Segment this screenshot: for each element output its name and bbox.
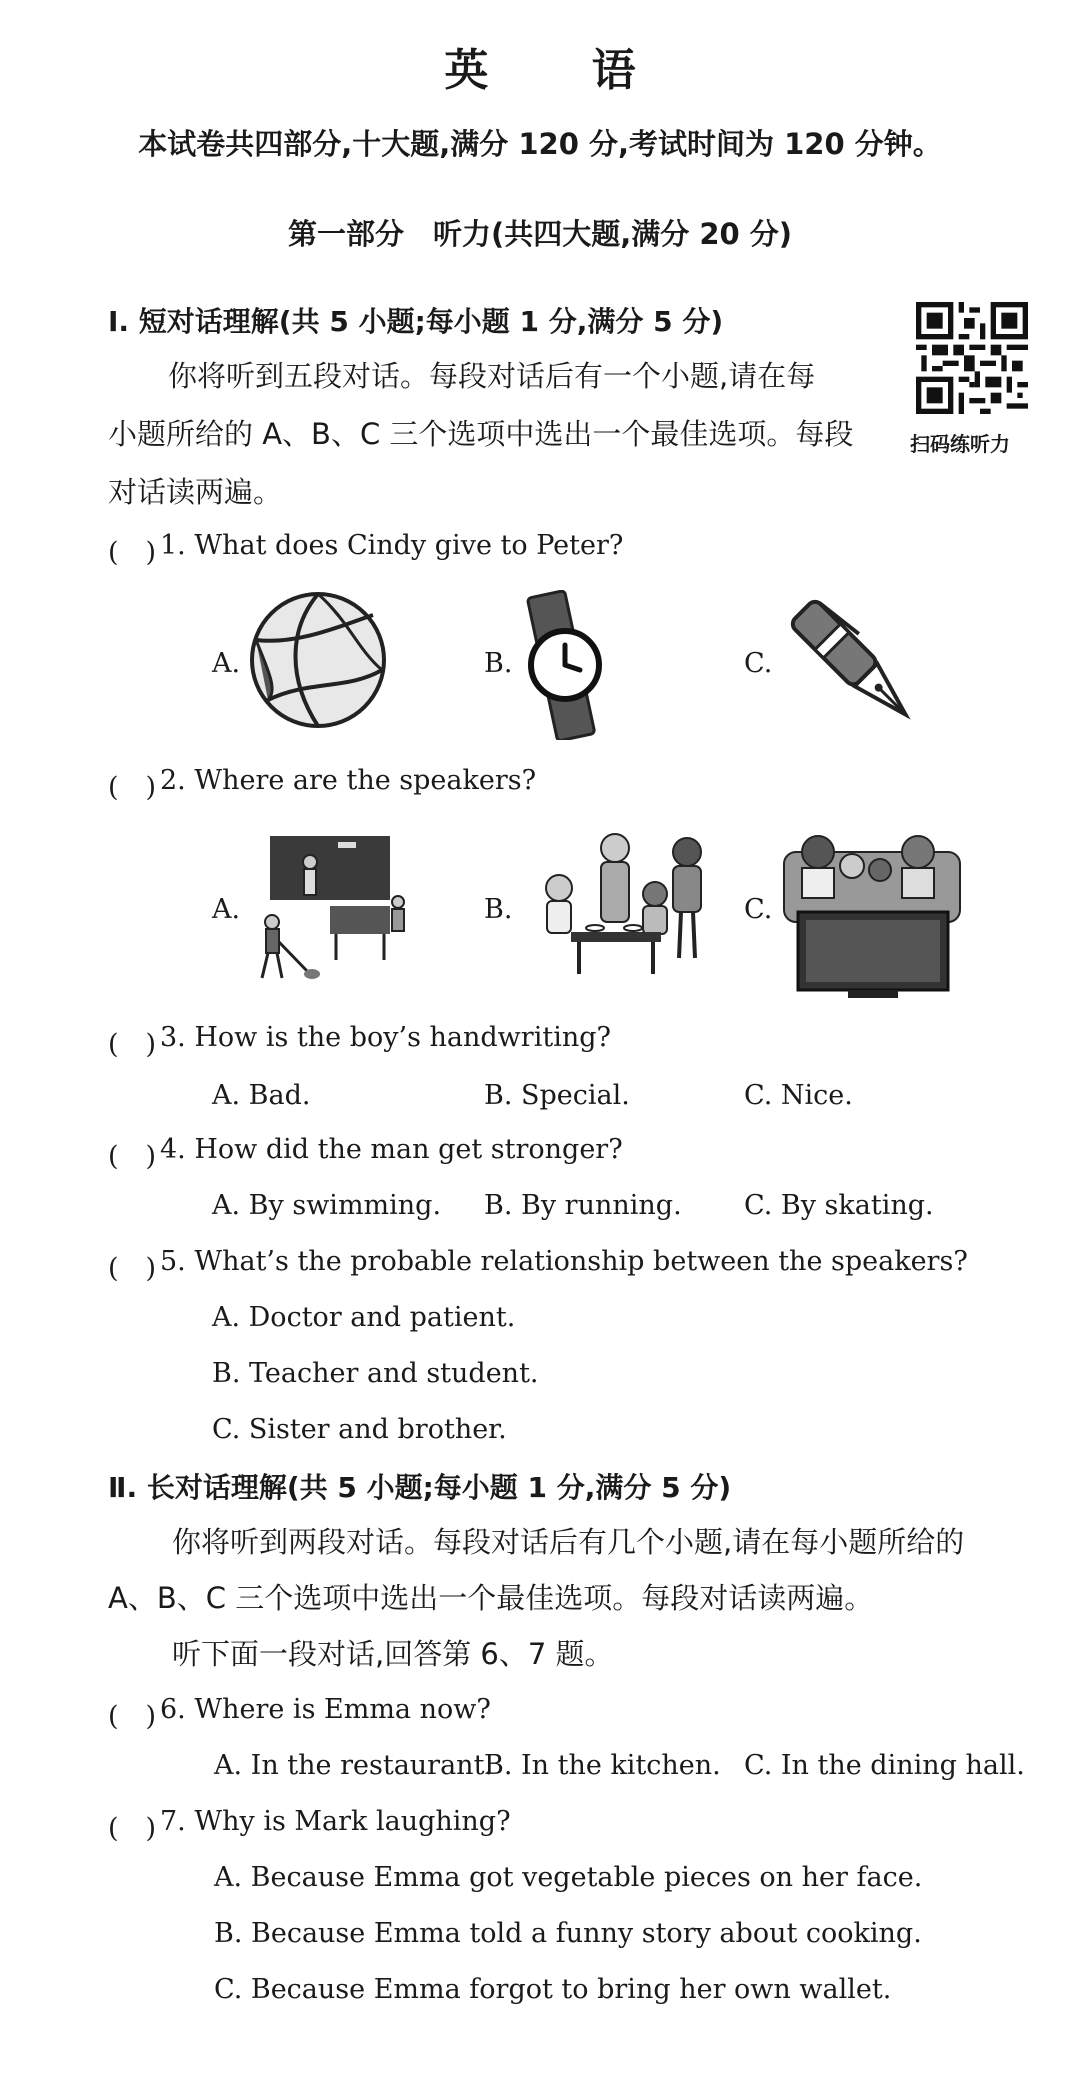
exam-info: 本试卷共四部分,十大题,满分 120 分,考试时间为 120 分钟。	[138, 127, 942, 161]
section-2-heading: Ⅱ. 长对话理解(共 5 小题;每小题 1 分,满分 5 分)	[108, 1471, 732, 1504]
q4-option-a[interactable]: A. By swimming.	[212, 1190, 442, 1221]
volleyball-image[interactable]	[248, 590, 388, 730]
q6-option-c[interactable]: C. In the dining hall.	[744, 1750, 1025, 1781]
q7-option-a[interactable]: A. Because Emma got vegetable pieces on her face.	[214, 1862, 923, 1893]
question-1: 1. What does Cindy give to Peter?	[160, 530, 624, 561]
q7-option-c[interactable]: C. Because Emma forgot to bring her own wallet.	[214, 1974, 892, 2005]
q4-option-c[interactable]: C. By skating.	[744, 1190, 934, 1221]
q6-option-a[interactable]: A. In the restaurant.	[214, 1750, 494, 1781]
section-2-instructions-line-1: 你将听到两段对话。每段对话后有几个小题,请在每小题所给的	[172, 1525, 965, 1559]
answer-blank[interactable]: ( )	[108, 1029, 157, 1060]
section-1-instructions-line-1: 你将听到五段对话。每段对话后有一个小题,请在每	[168, 359, 816, 393]
question-3: 3. How is the boy’s handwriting?	[160, 1022, 611, 1053]
section-2-sub-instruction: 听下面一段对话,回答第 6、7 题。	[172, 1637, 614, 1671]
classroom-image[interactable]	[248, 832, 418, 982]
answer-blank[interactable]: ( )	[108, 772, 157, 803]
section-1-instructions-line-3: 对话读两遍。	[108, 475, 283, 509]
answer-blank[interactable]: ( )	[108, 1141, 157, 1172]
question-6: 6. Where is Emma now?	[160, 1694, 491, 1725]
q3-option-a[interactable]: A. Bad.	[212, 1080, 311, 1111]
answer-blank[interactable]: ( )	[108, 1701, 157, 1732]
answer-blank[interactable]: ( )	[108, 1253, 157, 1284]
page-title: 英 语	[444, 45, 680, 96]
question-5: 5. What’s the probable relationship between the speakers?	[160, 1246, 968, 1277]
q5-option-c[interactable]: C. Sister and brother.	[212, 1414, 507, 1445]
q3-option-b[interactable]: B. Special.	[484, 1080, 630, 1111]
q1-option-a-label[interactable]: A.	[212, 648, 241, 679]
q7-option-b[interactable]: B. Because Emma told a funny story about cooking.	[214, 1918, 922, 1949]
section-1-instructions-line-2: 小题所给的 A、B、C 三个选项中选出一个最佳选项。每段	[108, 417, 854, 451]
q2-option-b-label[interactable]: B.	[484, 894, 513, 925]
qr-code[interactable]	[916, 302, 1028, 414]
section-2-instructions-line-2: A、B、C 三个选项中选出一个最佳选项。每段对话读两遍。	[108, 1581, 874, 1615]
question-4: 4. How did the man get stronger?	[160, 1134, 623, 1165]
dining-family-image[interactable]	[535, 828, 725, 978]
q6-option-b[interactable]: B. In the kitchen.	[484, 1750, 721, 1781]
q1-option-b-label[interactable]: B.	[484, 648, 513, 679]
q2-option-c-label[interactable]: C.	[744, 894, 773, 925]
q3-option-c[interactable]: C. Nice.	[744, 1080, 853, 1111]
q2-option-a-label[interactable]: A.	[212, 894, 241, 925]
q1-option-c-label[interactable]: C.	[744, 648, 773, 679]
fountain-pen-image[interactable]	[776, 585, 936, 745]
watch-image[interactable]	[520, 590, 610, 740]
q5-option-b[interactable]: B. Teacher and student.	[212, 1358, 539, 1389]
answer-blank[interactable]: ( )	[108, 1813, 157, 1844]
q4-option-b[interactable]: B. By running.	[484, 1190, 682, 1221]
qr-caption: 扫码练听力	[910, 432, 1010, 456]
part-heading: 第一部分 听力(共四大题,满分 20 分)	[287, 217, 793, 251]
answer-blank[interactable]: ( )	[108, 537, 157, 568]
question-7: 7. Why is Mark laughing?	[160, 1806, 511, 1837]
q5-option-a[interactable]: A. Doctor and patient.	[212, 1302, 516, 1333]
family-tv-image[interactable]	[778, 822, 968, 1002]
section-1-heading: Ⅰ. 短对话理解(共 5 小题;每小题 1 分,满分 5 分)	[108, 305, 724, 338]
question-2: 2. Where are the speakers?	[160, 765, 537, 796]
